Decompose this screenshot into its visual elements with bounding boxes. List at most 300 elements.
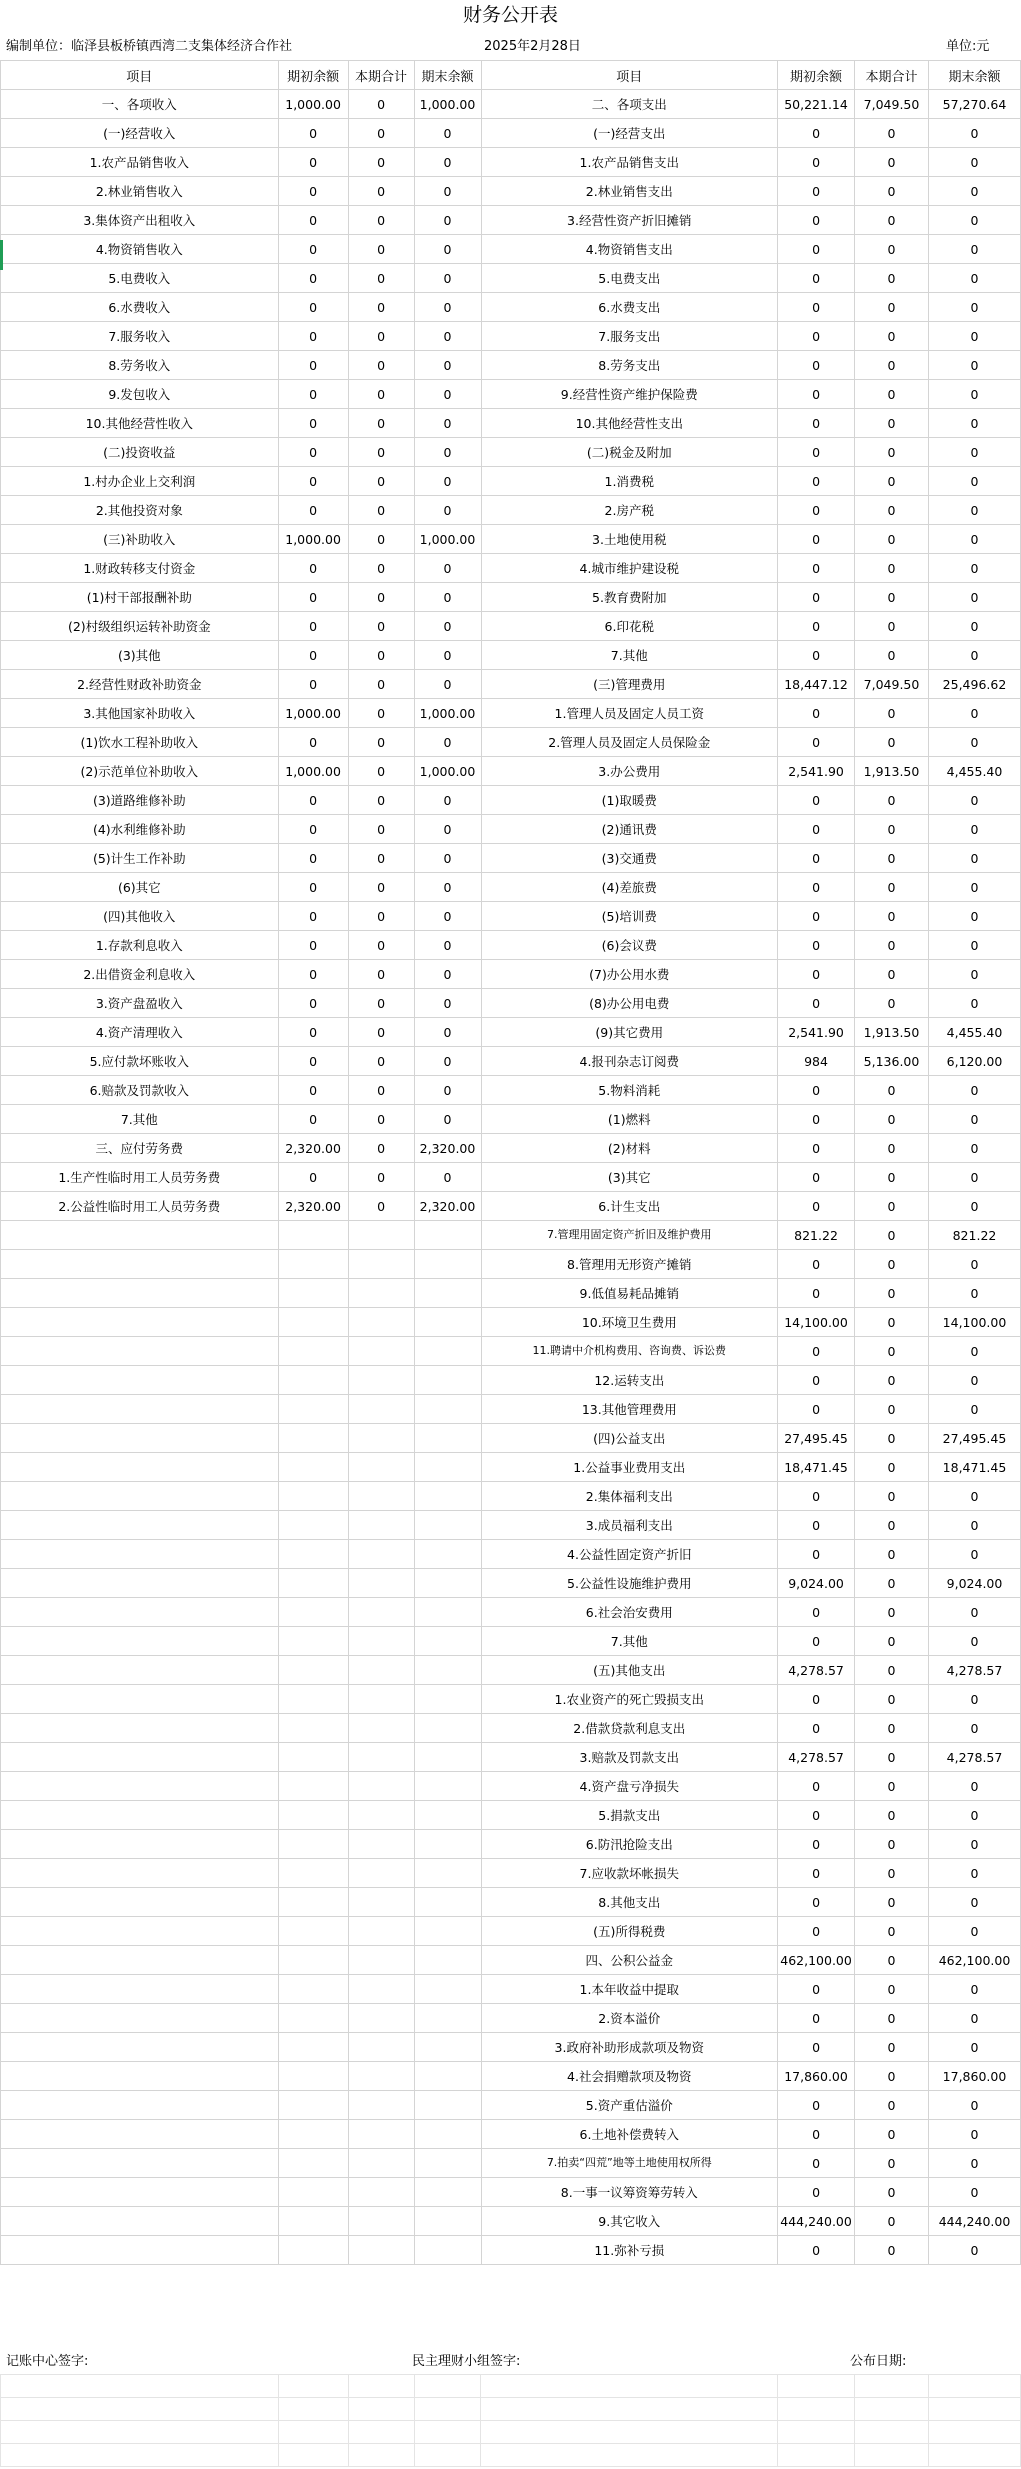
- table-cell[interactable]: 0: [855, 699, 929, 728]
- table-cell[interactable]: 1.农产品销售支出: [481, 148, 778, 177]
- table-cell[interactable]: 0: [855, 1250, 929, 1279]
- table-cell[interactable]: (5)计生工作补助: [1, 844, 279, 873]
- table-cell[interactable]: 0: [778, 2120, 855, 2149]
- table-cell[interactable]: (三)管理费用: [481, 670, 778, 699]
- table-cell[interactable]: 0: [778, 438, 855, 467]
- table-cell[interactable]: [414, 1395, 481, 1424]
- empty-cell[interactable]: [778, 2444, 855, 2467]
- table-cell[interactable]: [348, 1250, 414, 1279]
- table-cell[interactable]: 5.公益性设施维护费用: [481, 1569, 778, 1598]
- table-cell[interactable]: 0: [348, 902, 414, 931]
- table-cell[interactable]: [414, 1772, 481, 1801]
- table-cell[interactable]: (3)其它: [481, 1163, 778, 1192]
- empty-cell[interactable]: [1, 2398, 279, 2421]
- table-cell[interactable]: 0: [348, 1192, 414, 1221]
- table-cell[interactable]: 0: [348, 989, 414, 1018]
- table-cell[interactable]: [278, 1453, 348, 1482]
- table-cell[interactable]: [278, 1830, 348, 1859]
- table-cell[interactable]: 0: [278, 351, 348, 380]
- table-cell[interactable]: 9.经营性资产维护保险费: [481, 380, 778, 409]
- table-cell[interactable]: 8.劳务支出: [481, 351, 778, 380]
- table-cell[interactable]: 0: [778, 1685, 855, 1714]
- table-cell[interactable]: 0: [778, 989, 855, 1018]
- table-cell[interactable]: 0: [278, 119, 348, 148]
- table-cell[interactable]: 0: [414, 844, 481, 873]
- table-cell[interactable]: (1)燃料: [481, 1105, 778, 1134]
- table-cell[interactable]: 0: [348, 293, 414, 322]
- table-cell[interactable]: 0: [928, 148, 1020, 177]
- table-cell[interactable]: 0: [855, 583, 929, 612]
- table-cell[interactable]: 2.资本溢价: [481, 2004, 778, 2033]
- table-cell[interactable]: 1.管理人员及固定人员工资: [481, 699, 778, 728]
- table-cell[interactable]: 0: [348, 409, 414, 438]
- table-cell[interactable]: [278, 1424, 348, 1453]
- table-cell[interactable]: 3.资产盘盈收入: [1, 989, 279, 1018]
- table-cell[interactable]: 7.服务收入: [1, 322, 279, 351]
- table-cell[interactable]: 0: [778, 1163, 855, 1192]
- table-cell[interactable]: 2,320.00: [414, 1192, 481, 1221]
- table-cell[interactable]: 0: [855, 1714, 929, 1743]
- table-cell[interactable]: [278, 1221, 348, 1250]
- table-cell[interactable]: 5.电费收入: [1, 264, 279, 293]
- table-cell[interactable]: 0: [928, 2004, 1020, 2033]
- table-cell[interactable]: 0: [348, 844, 414, 873]
- table-cell[interactable]: 1,000.00: [414, 757, 481, 786]
- table-cell[interactable]: 0: [348, 438, 414, 467]
- table-cell[interactable]: 0: [778, 1482, 855, 1511]
- table-cell[interactable]: 6.社会治安费用: [481, 1598, 778, 1627]
- table-cell[interactable]: [278, 1656, 348, 1685]
- table-cell[interactable]: 0: [778, 641, 855, 670]
- table-cell[interactable]: [348, 1859, 414, 1888]
- table-cell[interactable]: 5.电费支出: [481, 264, 778, 293]
- table-cell[interactable]: 0: [278, 1047, 348, 1076]
- table-cell[interactable]: 2.林业销售收入: [1, 177, 279, 206]
- table-cell[interactable]: 0: [928, 322, 1020, 351]
- table-cell[interactable]: 0: [855, 2178, 929, 2207]
- table-cell[interactable]: 0: [855, 1569, 929, 1598]
- table-cell[interactable]: [348, 1279, 414, 1308]
- table-cell[interactable]: 0: [778, 1540, 855, 1569]
- table-cell[interactable]: 0: [278, 322, 348, 351]
- table-cell[interactable]: [1, 1366, 279, 1395]
- table-cell[interactable]: [278, 1975, 348, 2004]
- table-cell[interactable]: [414, 1453, 481, 1482]
- table-cell[interactable]: 0: [348, 496, 414, 525]
- table-cell[interactable]: [1, 1627, 279, 1656]
- table-cell[interactable]: 0: [855, 612, 929, 641]
- table-cell[interactable]: 0: [414, 467, 481, 496]
- empty-cell[interactable]: [481, 2398, 778, 2421]
- table-cell[interactable]: 0: [928, 1888, 1020, 1917]
- table-cell[interactable]: [414, 1975, 481, 2004]
- table-cell[interactable]: [1, 1743, 279, 1772]
- table-cell[interactable]: 0: [348, 1047, 414, 1076]
- table-cell[interactable]: 1.财政转移支付资金: [1, 554, 279, 583]
- table-cell[interactable]: [414, 2120, 481, 2149]
- table-cell[interactable]: 0: [778, 2004, 855, 2033]
- table-cell[interactable]: 0: [414, 1047, 481, 1076]
- table-cell[interactable]: [1, 2062, 279, 2091]
- table-cell[interactable]: [1, 1221, 279, 1250]
- table-cell[interactable]: [414, 2178, 481, 2207]
- empty-cell[interactable]: [414, 2444, 481, 2467]
- table-cell[interactable]: 3.土地使用税: [481, 525, 778, 554]
- table-cell[interactable]: 0: [855, 1511, 929, 1540]
- table-cell[interactable]: 0: [348, 1134, 414, 1163]
- table-cell[interactable]: 0: [855, 1801, 929, 1830]
- table-cell[interactable]: 984: [778, 1047, 855, 1076]
- table-cell[interactable]: 0: [414, 612, 481, 641]
- table-cell[interactable]: (1)饮水工程补助收入: [1, 728, 279, 757]
- table-cell[interactable]: 2,541.90: [778, 1018, 855, 1047]
- table-cell[interactable]: 5.物料消耗: [481, 1076, 778, 1105]
- table-cell[interactable]: 821.22: [928, 1221, 1020, 1250]
- empty-cell[interactable]: [414, 2421, 481, 2444]
- table-cell[interactable]: 0: [928, 351, 1020, 380]
- table-cell[interactable]: 0: [348, 467, 414, 496]
- empty-cell[interactable]: [929, 2444, 1021, 2467]
- table-cell[interactable]: 18,471.45: [928, 1453, 1020, 1482]
- table-cell[interactable]: 0: [778, 1279, 855, 1308]
- table-cell[interactable]: 0: [414, 989, 481, 1018]
- table-cell[interactable]: 2.集体福利支出: [481, 1482, 778, 1511]
- table-cell[interactable]: 4.物资销售支出: [481, 235, 778, 264]
- table-cell[interactable]: 462,100.00: [778, 1946, 855, 1975]
- table-cell[interactable]: 0: [278, 1163, 348, 1192]
- table-cell[interactable]: 4.城市维护建设税: [481, 554, 778, 583]
- table-cell[interactable]: 0: [778, 960, 855, 989]
- table-cell[interactable]: 0: [778, 1366, 855, 1395]
- table-cell[interactable]: 6.赔款及罚款收入: [1, 1076, 279, 1105]
- table-cell[interactable]: 0: [278, 148, 348, 177]
- table-cell[interactable]: [414, 1598, 481, 1627]
- table-cell[interactable]: 0: [928, 119, 1020, 148]
- table-cell[interactable]: (2)示范单位补助收入: [1, 757, 279, 786]
- header-cell[interactable]: 期末余额: [414, 61, 481, 90]
- table-cell[interactable]: 0: [855, 1308, 929, 1337]
- table-cell[interactable]: [348, 1772, 414, 1801]
- table-cell[interactable]: 0: [928, 2033, 1020, 2062]
- table-cell[interactable]: 14,100.00: [778, 1308, 855, 1337]
- table-cell[interactable]: (2)通讯费: [481, 815, 778, 844]
- header-cell[interactable]: 本期合计: [855, 61, 929, 90]
- table-cell[interactable]: 25,496.62: [928, 670, 1020, 699]
- table-cell[interactable]: [278, 1598, 348, 1627]
- table-cell[interactable]: [414, 2207, 481, 2236]
- table-cell[interactable]: (四)公益支出: [481, 1424, 778, 1453]
- table-cell[interactable]: [348, 2149, 414, 2178]
- empty-cell[interactable]: [278, 2375, 348, 2398]
- table-cell[interactable]: [414, 1279, 481, 1308]
- table-cell[interactable]: 5.捐款支出: [481, 1801, 778, 1830]
- table-cell[interactable]: 3.赔款及罚款支出: [481, 1743, 778, 1772]
- table-cell[interactable]: 0: [778, 525, 855, 554]
- table-cell[interactable]: [348, 1511, 414, 1540]
- table-cell[interactable]: 2,320.00: [278, 1192, 348, 1221]
- empty-cell[interactable]: [1, 2375, 279, 2398]
- table-cell[interactable]: 0: [778, 1975, 855, 2004]
- table-cell[interactable]: 0: [928, 786, 1020, 815]
- table-cell[interactable]: 3.集体资产出租收入: [1, 206, 279, 235]
- table-cell[interactable]: (二)投资收益: [1, 438, 279, 467]
- table-cell[interactable]: 0: [928, 467, 1020, 496]
- table-cell[interactable]: (2)村级组织运转补助资金: [1, 612, 279, 641]
- table-cell[interactable]: [1, 2178, 279, 2207]
- table-cell[interactable]: 0: [928, 612, 1020, 641]
- table-cell[interactable]: [348, 1569, 414, 1598]
- table-cell[interactable]: 0: [278, 1018, 348, 1047]
- table-cell[interactable]: 0: [928, 1598, 1020, 1627]
- table-cell[interactable]: 0: [928, 1975, 1020, 2004]
- table-cell[interactable]: 0: [348, 148, 414, 177]
- table-cell[interactable]: 0: [348, 525, 414, 554]
- table-cell[interactable]: 0: [855, 1917, 929, 1946]
- table-cell[interactable]: [348, 1366, 414, 1395]
- table-cell[interactable]: 0: [778, 815, 855, 844]
- table-cell[interactable]: 0: [778, 902, 855, 931]
- table-cell[interactable]: [1, 1424, 279, 1453]
- table-cell[interactable]: 0: [928, 1482, 1020, 1511]
- table-cell[interactable]: 0: [855, 1424, 929, 1453]
- table-cell[interactable]: [348, 1337, 414, 1366]
- table-cell[interactable]: 5.应付款坏账收入: [1, 1047, 279, 1076]
- table-cell[interactable]: 0: [348, 728, 414, 757]
- table-cell[interactable]: 0: [278, 1105, 348, 1134]
- table-cell[interactable]: 1.本年收益中提取: [481, 1975, 778, 2004]
- table-cell[interactable]: (1)村干部报酬补助: [1, 583, 279, 612]
- header-cell[interactable]: 期初余额: [278, 61, 348, 90]
- table-cell[interactable]: 0: [778, 351, 855, 380]
- table-cell[interactable]: 0: [855, 2033, 929, 2062]
- table-cell[interactable]: [414, 1250, 481, 1279]
- table-cell[interactable]: 0: [928, 2149, 1020, 2178]
- table-cell[interactable]: [278, 2178, 348, 2207]
- table-cell[interactable]: [348, 2033, 414, 2062]
- table-cell[interactable]: [348, 2178, 414, 2207]
- table-cell[interactable]: 0: [855, 1482, 929, 1511]
- table-cell[interactable]: 0: [278, 670, 348, 699]
- table-cell[interactable]: 0: [778, 1772, 855, 1801]
- table-cell[interactable]: 1.农业资产的死亡毁损支出: [481, 1685, 778, 1714]
- table-cell[interactable]: 0: [928, 1337, 1020, 1366]
- table-cell[interactable]: 0: [778, 409, 855, 438]
- table-cell[interactable]: 0: [278, 1076, 348, 1105]
- table-cell[interactable]: 0: [778, 844, 855, 873]
- table-cell[interactable]: 0: [855, 235, 929, 264]
- header-cell[interactable]: 期末余额: [928, 61, 1020, 90]
- table-cell[interactable]: [348, 1424, 414, 1453]
- table-cell[interactable]: 0: [778, 1714, 855, 1743]
- table-cell[interactable]: [414, 2062, 481, 2091]
- table-cell[interactable]: 0: [778, 728, 855, 757]
- empty-cell[interactable]: [278, 2398, 348, 2421]
- table-cell[interactable]: 0: [414, 1018, 481, 1047]
- table-cell[interactable]: 4,278.57: [778, 1743, 855, 1772]
- table-cell[interactable]: 0: [855, 1395, 929, 1424]
- table-cell[interactable]: 11.弥补亏损: [481, 2236, 778, 2265]
- table-cell[interactable]: 6.印花税: [481, 612, 778, 641]
- table-cell[interactable]: 2.林业销售支出: [481, 177, 778, 206]
- table-cell[interactable]: 0: [778, 1395, 855, 1424]
- table-cell[interactable]: [278, 2236, 348, 2265]
- table-cell[interactable]: (一)经营支出: [481, 119, 778, 148]
- table-cell[interactable]: 0: [278, 902, 348, 931]
- table-cell[interactable]: 1.生产性临时用工人员劳务费: [1, 1163, 279, 1192]
- table-cell[interactable]: 1,000.00: [278, 699, 348, 728]
- table-cell[interactable]: 0: [414, 322, 481, 351]
- table-cell[interactable]: 0: [348, 351, 414, 380]
- table-cell[interactable]: [278, 1801, 348, 1830]
- empty-cell[interactable]: [348, 2375, 414, 2398]
- table-cell[interactable]: [414, 1946, 481, 1975]
- table-cell[interactable]: [278, 2004, 348, 2033]
- table-cell[interactable]: 444,240.00: [928, 2207, 1020, 2236]
- empty-cell[interactable]: [855, 2421, 929, 2444]
- table-cell[interactable]: 0: [855, 409, 929, 438]
- table-cell[interactable]: 0: [778, 612, 855, 641]
- table-cell[interactable]: 9.发包收入: [1, 380, 279, 409]
- table-cell[interactable]: 462,100.00: [928, 1946, 1020, 1975]
- table-cell[interactable]: 0: [348, 699, 414, 728]
- table-cell[interactable]: [414, 1627, 481, 1656]
- table-cell[interactable]: 2.其他投资对象: [1, 496, 279, 525]
- table-cell[interactable]: 4.公益性固定资产折旧: [481, 1540, 778, 1569]
- table-cell[interactable]: [1, 1308, 279, 1337]
- table-cell[interactable]: [1, 2091, 279, 2120]
- table-cell[interactable]: 0: [855, 2149, 929, 2178]
- table-cell[interactable]: 6.水费收入: [1, 293, 279, 322]
- table-cell[interactable]: 0: [348, 960, 414, 989]
- table-cell[interactable]: [1, 1975, 279, 2004]
- table-cell[interactable]: 0: [414, 351, 481, 380]
- table-cell[interactable]: 0: [928, 235, 1020, 264]
- table-cell[interactable]: 5.教育费附加: [481, 583, 778, 612]
- table-cell[interactable]: 9,024.00: [778, 1569, 855, 1598]
- table-cell[interactable]: 0: [855, 989, 929, 1018]
- table-cell[interactable]: 2,320.00: [278, 1134, 348, 1163]
- table-cell[interactable]: 0: [928, 1395, 1020, 1424]
- table-cell[interactable]: [278, 1685, 348, 1714]
- table-cell[interactable]: [278, 1859, 348, 1888]
- table-cell[interactable]: 0: [855, 844, 929, 873]
- empty-cell[interactable]: [778, 2398, 855, 2421]
- table-cell[interactable]: (7)办公用水费: [481, 960, 778, 989]
- table-cell[interactable]: [414, 1859, 481, 1888]
- table-cell[interactable]: 0: [855, 467, 929, 496]
- header-cell[interactable]: 项目: [1, 61, 279, 90]
- table-cell[interactable]: 1,913.50: [855, 1018, 929, 1047]
- table-cell[interactable]: 0: [928, 989, 1020, 1018]
- table-cell[interactable]: 0: [278, 960, 348, 989]
- table-cell[interactable]: 0: [414, 1105, 481, 1134]
- table-cell[interactable]: (3)交通费: [481, 844, 778, 873]
- table-cell[interactable]: 10.环境卫生费用: [481, 1308, 778, 1337]
- table-cell[interactable]: 0: [348, 1105, 414, 1134]
- table-cell[interactable]: 0: [348, 786, 414, 815]
- table-cell[interactable]: 0: [855, 1163, 929, 1192]
- table-cell[interactable]: 14,100.00: [928, 1308, 1020, 1337]
- table-cell[interactable]: [414, 1917, 481, 1946]
- table-cell[interactable]: [414, 1685, 481, 1714]
- table-cell[interactable]: 10.其他经营性收入: [1, 409, 279, 438]
- table-cell[interactable]: 0: [278, 380, 348, 409]
- table-cell[interactable]: 6.水费支出: [481, 293, 778, 322]
- table-cell[interactable]: [1, 1337, 279, 1366]
- table-cell[interactable]: 0: [778, 1192, 855, 1221]
- table-cell[interactable]: 2.经营性财政补助资金: [1, 670, 279, 699]
- table-cell[interactable]: 0: [855, 1192, 929, 1221]
- table-cell[interactable]: 0: [855, 293, 929, 322]
- table-cell[interactable]: 0: [348, 1018, 414, 1047]
- table-cell[interactable]: 1,000.00: [414, 90, 481, 119]
- table-cell[interactable]: 0: [928, 1192, 1020, 1221]
- table-cell[interactable]: 0: [278, 438, 348, 467]
- table-cell[interactable]: 0: [855, 2004, 929, 2033]
- table-cell[interactable]: 0: [855, 1946, 929, 1975]
- table-cell[interactable]: 0: [278, 728, 348, 757]
- empty-cell[interactable]: [414, 2375, 481, 2398]
- table-cell[interactable]: 0: [348, 670, 414, 699]
- table-cell[interactable]: 13.其他管理费用: [481, 1395, 778, 1424]
- table-cell[interactable]: 8.管理用无形资产摊销: [481, 1250, 778, 1279]
- table-cell[interactable]: 17,860.00: [928, 2062, 1020, 2091]
- table-cell[interactable]: [278, 1482, 348, 1511]
- table-cell[interactable]: 27,495.45: [778, 1424, 855, 1453]
- table-cell[interactable]: (5)培训费: [481, 902, 778, 931]
- table-cell[interactable]: 7.其他: [1, 1105, 279, 1134]
- table-cell[interactable]: [1, 1656, 279, 1685]
- table-cell[interactable]: 0: [928, 206, 1020, 235]
- table-cell[interactable]: 0: [855, 728, 929, 757]
- table-cell[interactable]: 0: [414, 786, 481, 815]
- table-cell[interactable]: (五)所得税费: [481, 1917, 778, 1946]
- table-cell[interactable]: 4,278.57: [928, 1656, 1020, 1685]
- table-cell[interactable]: 0: [778, 1511, 855, 1540]
- table-cell[interactable]: 8.其他支出: [481, 1888, 778, 1917]
- table-cell[interactable]: 6.防汛抢险支出: [481, 1830, 778, 1859]
- table-cell[interactable]: 0: [414, 496, 481, 525]
- table-cell[interactable]: 0: [855, 786, 929, 815]
- table-cell[interactable]: 0: [928, 264, 1020, 293]
- table-cell[interactable]: 0: [855, 554, 929, 583]
- table-cell[interactable]: [1, 2120, 279, 2149]
- table-cell[interactable]: 9,024.00: [928, 1569, 1020, 1598]
- table-cell[interactable]: [1, 1830, 279, 1859]
- table-cell[interactable]: 0: [928, 1511, 1020, 1540]
- table-cell[interactable]: 0: [855, 2207, 929, 2236]
- table-cell[interactable]: (五)其他支出: [481, 1656, 778, 1685]
- table-cell[interactable]: 0: [855, 1743, 929, 1772]
- table-cell[interactable]: [1, 2149, 279, 2178]
- table-cell[interactable]: 1.公益事业费用支出: [481, 1453, 778, 1482]
- table-cell[interactable]: 0: [778, 380, 855, 409]
- table-cell[interactable]: [348, 1395, 414, 1424]
- table-cell[interactable]: [348, 1685, 414, 1714]
- table-cell[interactable]: 0: [855, 177, 929, 206]
- table-cell[interactable]: 0: [855, 1134, 929, 1163]
- table-cell[interactable]: 0: [278, 873, 348, 902]
- empty-cell[interactable]: [778, 2421, 855, 2444]
- table-cell[interactable]: 0: [414, 728, 481, 757]
- table-cell[interactable]: 8.一事一议筹资筹劳转入: [481, 2178, 778, 2207]
- table-cell[interactable]: [414, 1569, 481, 1598]
- table-cell[interactable]: 0: [348, 322, 414, 351]
- table-cell[interactable]: 4.资产盘亏净损失: [481, 1772, 778, 1801]
- table-cell[interactable]: 0: [778, 2149, 855, 2178]
- table-cell[interactable]: (6)会议费: [481, 931, 778, 960]
- table-cell[interactable]: (4)水利维修补助: [1, 815, 279, 844]
